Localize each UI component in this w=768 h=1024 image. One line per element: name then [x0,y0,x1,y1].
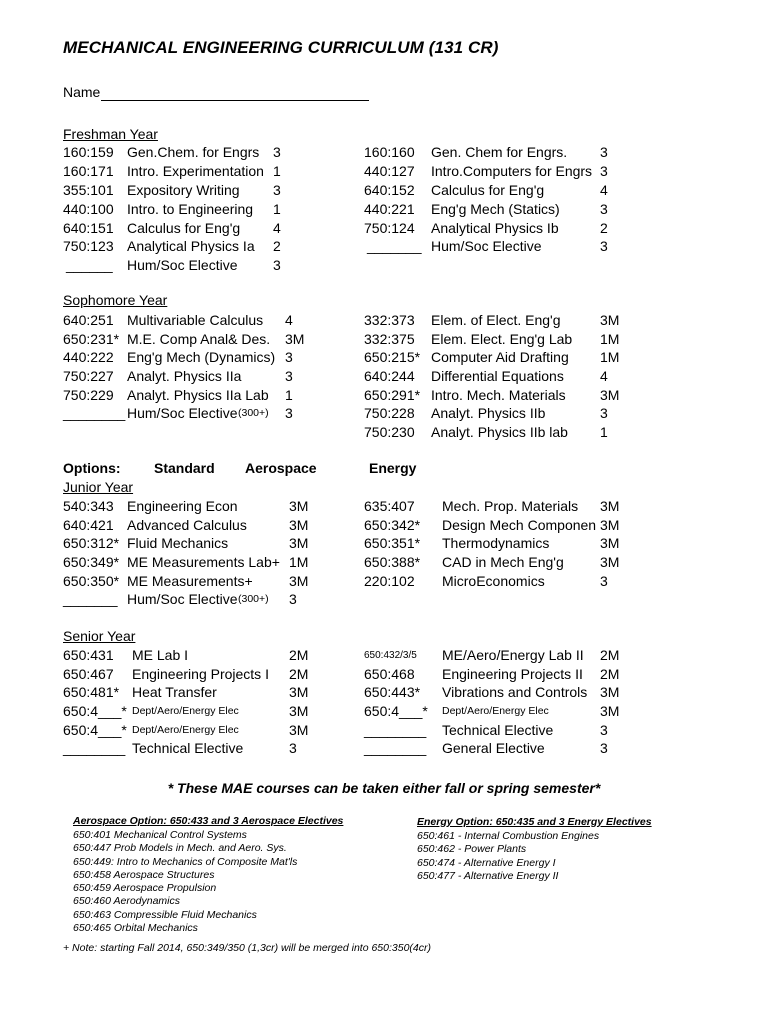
list-item: 650:459 Aerospace Propulsion [73,882,217,895]
option-energy: Energy [369,460,417,476]
list-item: 650:462 - Power Plants [417,843,527,856]
merge-footnote: + Note: starting Fall 2014, 650:349/350 (1,3cr) will be merged into 650:350(4cr) [63,942,431,954]
list-item: 650:463 Compressible Fluid Mechanics [73,908,257,921]
option-aerospace: Aerospace [245,460,317,476]
page-title: MECHANICAL ENGINEERING CURRICULUM (131 CR) [63,38,499,57]
list-item: 650:458 Aerospace Structures [73,868,215,881]
energy-elective-list [417,830,599,883]
freshman-heading: Freshman Year [63,126,158,142]
option-standard: Standard [154,460,215,476]
list-item: 650:447 Prob Models in Mech. and Aero. Sys. [73,842,287,855]
list-item: 650:465 Orbital Mechanics [73,922,198,935]
list-item: 650:474 - Alternative Energy I [417,856,556,869]
energy-option-heading: Energy Option: 650:435 and 3 Energy Electives [417,816,652,828]
list-item: 650:460 Aerodynamics [73,895,181,908]
list-item: 650:449: Intro to Mechanics of Composite Mat'ls [73,855,298,868]
list-item: 650:477 - Alternative Energy II [417,869,559,882]
list-item: 650:401 Mechanical Control Systems [73,829,247,841]
aerospace-elective-list [73,829,297,935]
senior-heading: Senior Year [63,628,136,644]
sophomore-heading: Sophomore Year [63,292,168,308]
aerospace-option-heading: Aerospace Option: 650:433 and 3 Aerospace Electives [73,815,344,827]
name-label: Name [63,84,101,100]
mae-semester-note: * These MAE courses can be taken either fall or spring semester* [167,780,601,796]
junior-heading: Junior Year [63,479,134,495]
options-label: Options: [63,460,121,476]
list-item: 650:461 - Internal Combustion Engines [417,830,600,842]
name-field-line [101,100,369,101]
